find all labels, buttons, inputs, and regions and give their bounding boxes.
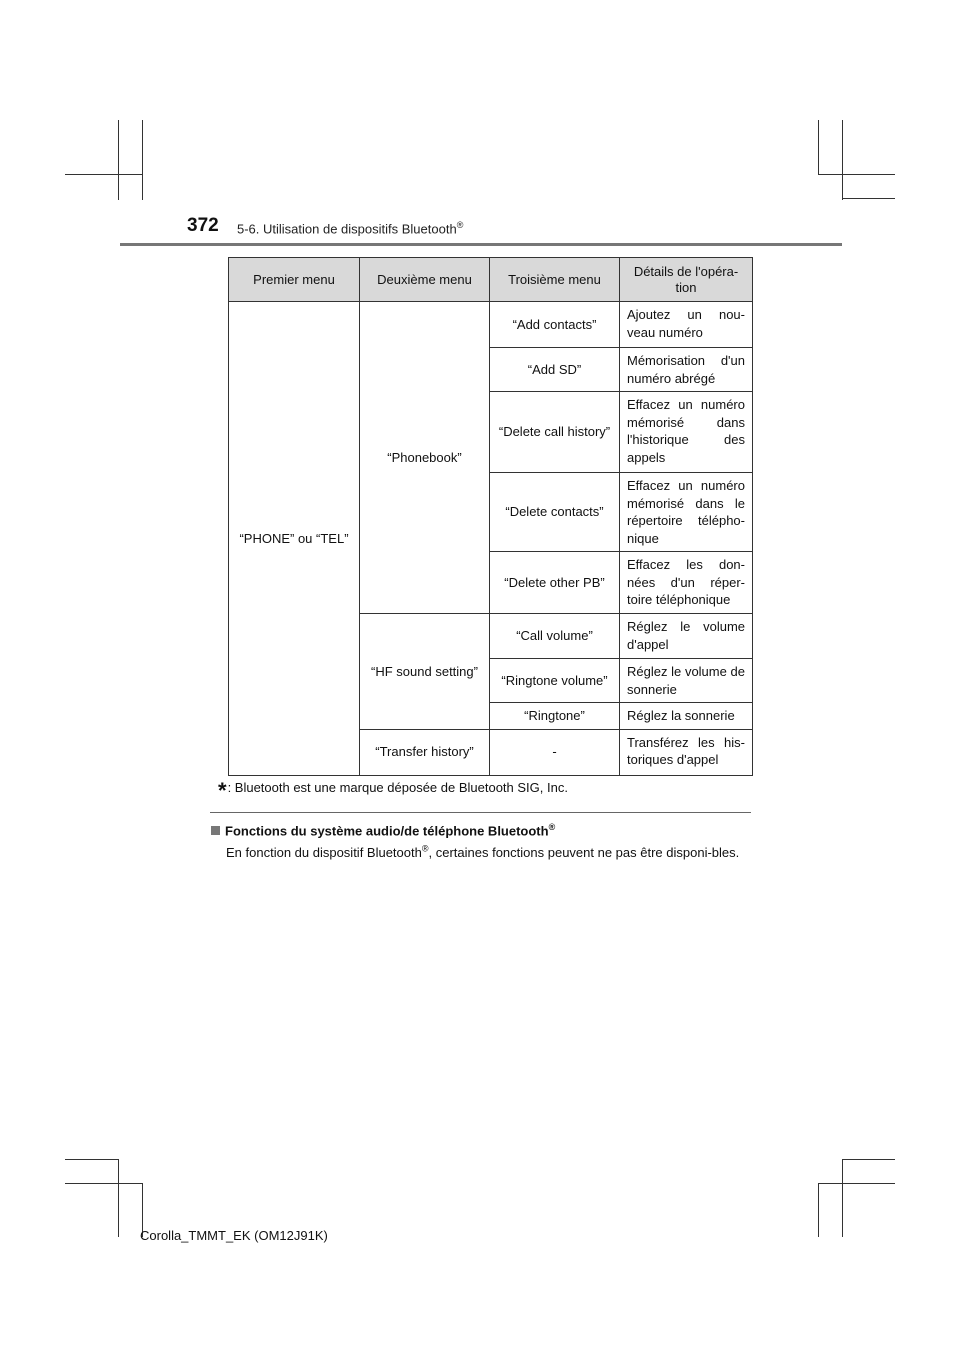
crop-mark [818, 1183, 819, 1237]
third-menu-cell: “Ringtone volume” [490, 659, 620, 703]
registered-mark: ® [548, 822, 556, 832]
third-menu-cell: “Delete contacts” [490, 473, 620, 552]
menu-table [228, 257, 753, 776]
footnote-text: : Bluetooth est une marque déposée de Bluetooth SIG, Inc. [227, 780, 568, 795]
crop-mark [842, 120, 843, 200]
info-body [226, 843, 751, 863]
table-header-row [229, 258, 753, 302]
crop-mark [65, 174, 142, 175]
third-menu-cell: - [490, 729, 620, 775]
registered-mark: ® [421, 843, 429, 854]
crop-mark [118, 120, 119, 200]
crop-mark [842, 1159, 843, 1237]
third-menu-cell: “Delete other PB” [490, 552, 620, 614]
info-heading [211, 822, 555, 838]
detail-cell: Effacez un numéro mémorisé dans l'historique des appels [620, 392, 753, 473]
page-number: 372 [187, 215, 219, 236]
crop-mark [118, 1159, 119, 1237]
registered-mark: ® [456, 220, 464, 230]
crop-mark [818, 174, 895, 175]
section-divider [210, 812, 751, 813]
second-menu-cell: “HF sound setting” [360, 614, 490, 730]
footnote-asterisk: * [218, 778, 227, 803]
square-bullet-icon [211, 826, 220, 835]
second-menu-cell: “Transfer history” [360, 729, 490, 775]
detail-cell: Réglez la sonnerie [620, 703, 753, 730]
third-menu-cell: “Add contacts” [490, 302, 620, 348]
detail-cell: Ajoutez un nou-veau numéro [620, 302, 753, 348]
crop-mark [842, 198, 895, 199]
detail-cell: Réglez le volume de sonnerie [620, 659, 753, 703]
detail-cell: Transférez les his-toriques d'appel [620, 729, 753, 775]
header-second-menu: Deuxième menu [360, 258, 490, 302]
info-body-part2: , certaines fonctions peuvent ne pas être disponi-bles. [428, 845, 740, 860]
crop-mark [842, 1159, 895, 1160]
detail-cell: Mémorisation d'un numéro abrégé [620, 348, 753, 392]
first-menu-cell: “PHONE” ou “TEL” [229, 302, 360, 776]
crop-mark [65, 1183, 142, 1184]
header-rule [120, 243, 842, 246]
detail-cell: Effacez les don-nées d'un réper-toire téléphonique [620, 552, 753, 614]
detail-cell: Effacez un numéro mémorisé dans le répertoire télépho-nique [620, 473, 753, 552]
third-menu-cell: “Call volume” [490, 614, 620, 659]
section-title [237, 220, 463, 236]
info-body-part1: En fonction du dispositif Bluetooth [226, 845, 422, 860]
crop-mark [818, 120, 819, 175]
info-heading-text: Fonctions du système audio/de téléphone Bluetooth [225, 823, 549, 839]
crop-mark [818, 1183, 895, 1184]
third-menu-cell: “Delete call history” [490, 392, 620, 473]
detail-cell: Réglez le volume d'appel [620, 614, 753, 659]
second-menu-cell: “Phonebook” [360, 302, 490, 614]
third-menu-cell: “Add SD” [490, 348, 620, 392]
footnote [218, 778, 568, 804]
header-first-menu: Premier menu [229, 258, 360, 302]
crop-mark [142, 120, 143, 200]
header-third-menu: Troisième menu [490, 258, 620, 302]
document-code: Corolla_TMMT_EK (OM12J91K) [140, 1228, 328, 1243]
crop-mark [65, 1159, 118, 1160]
section-title-text: 5-6. Utilisation de dispositifs Bluetooth [237, 221, 457, 237]
table-row [229, 302, 753, 348]
third-menu-cell: “Ringtone” [490, 703, 620, 730]
header-operation-details: Détails de l'opéra-tion [620, 258, 753, 302]
